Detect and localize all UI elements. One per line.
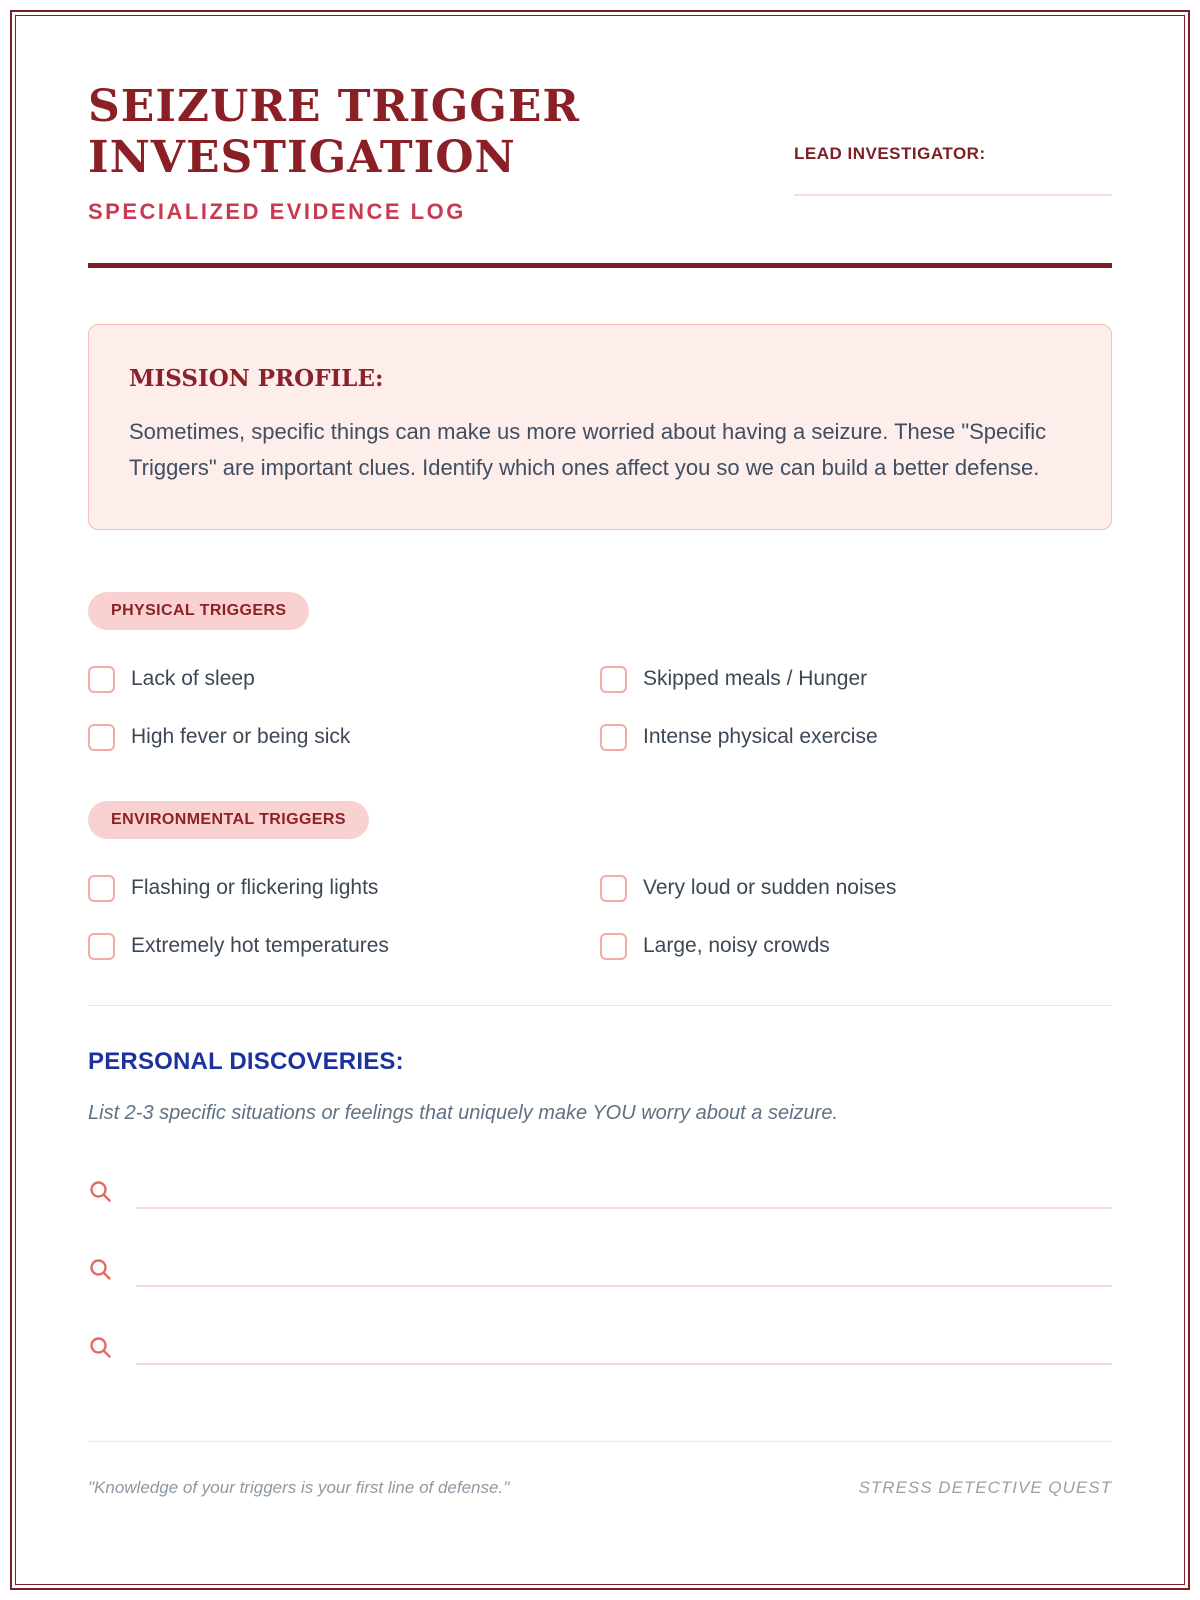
personal-discoveries-section [88, 1048, 1112, 1365]
discovery-write-line-1[interactable] [136, 1165, 1112, 1209]
checkbox-item-high-fever[interactable] [88, 724, 600, 751]
checkbox[interactable] [600, 933, 627, 960]
page-title-line-2: INVESTIGATION [88, 131, 516, 183]
checkbox-item-flashing-lights[interactable] [88, 875, 600, 902]
personal-discoveries-instruction: List 2-3 specific situations or feelings that uniquely make YOU worry about a seizure. [88, 1101, 838, 1124]
lead-investigator-label: LEAD INVESTIGATOR: [794, 144, 986, 163]
search-icon [88, 1335, 114, 1361]
page-title [88, 82, 580, 183]
checkbox-item-loud-noises[interactable] [600, 875, 1112, 902]
discovery-row-2 [88, 1243, 1112, 1287]
footer-brand: STRESS DETECTIVE QUEST [858, 1477, 1112, 1497]
lead-investigator-write-line[interactable] [794, 194, 1112, 196]
checkbox-label: Skipped meals / Hunger [643, 667, 868, 691]
mission-profile-body: Sometimes, specific things can make us more worried about having a seizure. These "Specific Triggers" are important clues. Identify which ones affect you so we can build a better defense. [129, 419, 1047, 481]
search-icon [88, 1179, 114, 1205]
checkbox-item-hot-temperatures[interactable] [88, 933, 600, 960]
discovery-rows [88, 1165, 1112, 1365]
environmental-triggers-grid [88, 875, 1112, 960]
section-pill-physical-triggers: PHYSICAL TRIGGERS [88, 592, 309, 630]
checkbox[interactable] [600, 666, 627, 693]
checkbox-label: High fever or being sick [131, 725, 351, 749]
checkbox-item-intense-exercise[interactable] [600, 724, 1112, 751]
footer [88, 1441, 1112, 1498]
discovery-row-1 [88, 1165, 1112, 1209]
checkbox[interactable] [88, 933, 115, 960]
checkbox-label: Lack of sleep [131, 667, 255, 691]
checkbox-item-lack-of-sleep[interactable] [88, 666, 600, 693]
checkbox[interactable] [88, 724, 115, 751]
physical-triggers-grid [88, 666, 1112, 751]
checkbox[interactable] [88, 666, 115, 693]
title-block [88, 82, 580, 225]
mission-profile-box [88, 324, 1112, 530]
section-divider [88, 1005, 1112, 1006]
checkbox-item-noisy-crowds[interactable] [600, 933, 1112, 960]
discovery-write-line-3[interactable] [136, 1321, 1112, 1365]
discovery-write-line-2[interactable] [136, 1243, 1112, 1287]
checkbox[interactable] [88, 875, 115, 902]
page-subtitle: SPECIALIZED EVIDENCE LOG [88, 199, 466, 225]
lead-investigator-block [794, 144, 1112, 196]
footer-quote: "Knowledge of your triggers is your first line of defense." [88, 1477, 510, 1497]
discovery-row-3 [88, 1321, 1112, 1365]
checkbox-label: Flashing or flickering lights [131, 876, 379, 900]
checkbox-label: Intense physical exercise [643, 725, 878, 749]
personal-discoveries-title: PERSONAL DISCOVERIES: [88, 1047, 404, 1075]
checkbox-item-skipped-meals[interactable] [600, 666, 1112, 693]
checkbox[interactable] [600, 724, 627, 751]
mission-profile-title: MISSION PROFILE: [129, 365, 384, 393]
page-title-line-1: SEIZURE TRIGGER [88, 81, 580, 132]
checkbox-label: Large, noisy crowds [643, 934, 830, 958]
header [88, 82, 1112, 225]
search-icon [88, 1257, 114, 1283]
header-rule [88, 263, 1112, 268]
checkbox[interactable] [600, 875, 627, 902]
section-pill-environmental-triggers: ENVIRONMENTAL TRIGGERS [88, 801, 369, 839]
checkbox-label: Extremely hot temperatures [131, 934, 389, 958]
checkbox-label: Very loud or sudden noises [643, 876, 897, 900]
